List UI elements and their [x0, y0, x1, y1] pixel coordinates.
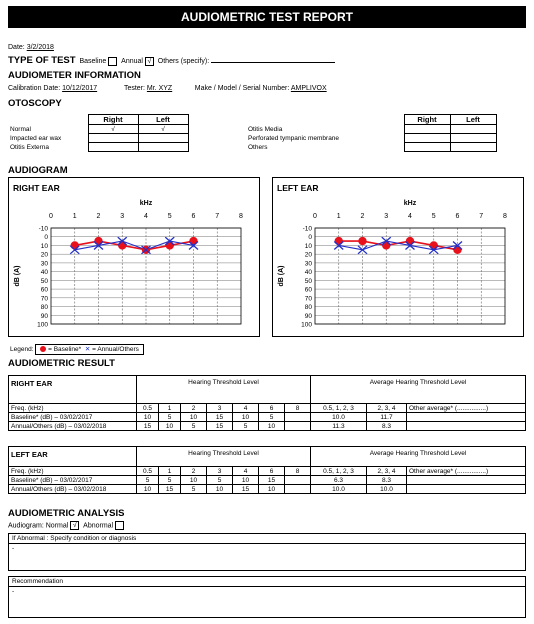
recommendation-value: - [12, 588, 15, 595]
x-tick-label: 6 [455, 213, 460, 220]
baseline-point [335, 237, 343, 245]
khz-label: kHz [403, 200, 417, 207]
y-tick-label: 70 [304, 295, 312, 303]
x-tick-label: 5 [431, 213, 436, 220]
x-tick-label: 3 [120, 213, 125, 220]
avg-cell: 11.7 [367, 413, 407, 422]
avg-head: 0.5, 1, 2, 3 [311, 467, 367, 476]
others-label: Others (specify): [157, 58, 210, 65]
row-label: Annual/Others (dB) – 03/02/2018 [9, 485, 137, 494]
analysis-heading: AUDIOMETRIC ANALYSIS [8, 508, 125, 519]
y-tick-label: 50 [304, 277, 312, 285]
report-title: AUDIOMETRIC TEST REPORT [8, 6, 526, 28]
x-tick-label: 7 [215, 213, 220, 220]
y-tick-label: -10 [302, 225, 312, 233]
freq-cell: 1 [159, 404, 181, 413]
freq-cell: 1 [159, 467, 181, 476]
x-tick-label: 2 [360, 213, 365, 220]
freq-cell: 4 [233, 467, 259, 476]
y-tick-label: 40 [40, 269, 48, 277]
row-label: Baseline* (dB) – 03/02/2017 [9, 413, 137, 422]
y-tick-label: 80 [304, 304, 312, 312]
make-value: AMPLIVOX [290, 85, 327, 92]
tester-value: Mr. XYZ [146, 85, 173, 92]
legend [10, 345, 144, 353]
freq-cell: 0.5 [137, 404, 159, 413]
annual-checkbox[interactable]: √ [145, 57, 154, 66]
x-tick-label: 2 [96, 213, 101, 220]
calibration-value: 10/12/2017 [62, 85, 98, 92]
x-tick-label: 7 [479, 213, 484, 220]
freq-cell: 8 [285, 404, 311, 413]
freq-cell: 3 [207, 404, 233, 413]
y-tick-label: 100 [37, 321, 48, 329]
baseline-checkbox[interactable] [108, 57, 117, 66]
y-tick-label: 60 [304, 286, 312, 294]
baseline-point [406, 237, 414, 245]
y-tick-label: 30 [304, 260, 312, 268]
value-cell: 10 [259, 485, 285, 494]
avg-cell: 10.0 [311, 413, 367, 422]
avg-cell: 8.3 [367, 476, 407, 485]
legend-label: Legend: [10, 346, 34, 353]
baseline-point [71, 241, 79, 249]
otoscopy-table-b [246, 114, 497, 152]
aht-header: Average Hearing Threshold Level [311, 447, 526, 467]
abnormal-checkbox[interactable] [115, 521, 124, 530]
freq-cell: 2 [181, 404, 207, 413]
recommendation-box[interactable] [8, 576, 526, 618]
oto-left-header: Left [450, 115, 496, 125]
htl-header: Hearing Threshold Level [137, 376, 311, 404]
avg-cell [407, 413, 526, 422]
db-axis-label: dB (A) [278, 265, 285, 287]
y-tick-label: 20 [304, 251, 312, 259]
value-cell: 15 [159, 485, 181, 494]
value-cell: 10 [233, 413, 259, 422]
abnormal-box-value: - [12, 545, 15, 552]
value-cell: 10 [181, 413, 207, 422]
oto-row-label: Perforated tympanic membrane [248, 134, 340, 142]
y-tick-label: 30 [40, 260, 48, 268]
value-cell: 5 [233, 422, 259, 431]
y-tick-label: 90 [40, 312, 48, 320]
others-field[interactable] [211, 62, 335, 63]
freq-cell: 3 [207, 467, 233, 476]
oto-row-label: Normal [10, 125, 31, 133]
avg-cell [407, 476, 526, 485]
value-cell: 5 [181, 485, 207, 494]
right-ear-title: RIGHT EAR [13, 183, 60, 193]
left-ear-chart [273, 178, 523, 336]
freq-cell: 2 [181, 467, 207, 476]
oto-left-header: Left [138, 115, 188, 125]
normal-label: Normal [45, 522, 69, 530]
normal-checkbox[interactable]: √ [70, 521, 79, 530]
khz-label: kHz [139, 200, 153, 207]
value-cell: 15 [137, 422, 159, 431]
value-cell: 5 [259, 413, 285, 422]
make-label: Make / Model / Serial Number: [194, 85, 290, 92]
oto-cell[interactable] [450, 143, 496, 152]
annual-label: Annual [121, 58, 143, 65]
avg-cell: 10.0 [367, 485, 407, 494]
x-tick-label: 8 [503, 213, 507, 220]
x-tick-label: 6 [191, 213, 196, 220]
value-cell: 15 [207, 422, 233, 431]
value-cell: 10 [159, 422, 181, 431]
avg-head: 2, 3, 4 [367, 404, 407, 413]
oto-row-label: Otitis Media [248, 125, 283, 133]
htl-header: Hearing Threshold Level [137, 447, 311, 467]
x-tick-label: 8 [239, 213, 243, 220]
blue-x-icon: ✕ [84, 346, 91, 353]
db-axis-label: dB (A) [14, 265, 21, 287]
date-value: 3/2/2018 [26, 44, 54, 51]
audiogram-result-row [8, 521, 124, 530]
baseline-label: Baseline [79, 58, 107, 65]
y-tick-label: 100 [301, 321, 312, 329]
baseline-point [118, 241, 126, 249]
value-cell: 5 [207, 476, 233, 485]
oto-cell[interactable]: √ [138, 125, 188, 134]
value-cell: 10 [259, 422, 285, 431]
freq-cell: 8 [285, 467, 311, 476]
x-tick-label: 1 [336, 213, 341, 220]
right-result-title: RIGHT EAR [9, 376, 137, 404]
row-label: Baseline* (dB) – 03/02/2017 [9, 476, 137, 485]
value-cell: 10 [233, 476, 259, 485]
value-cell: 5 [181, 422, 207, 431]
value-cell: 15 [207, 413, 233, 422]
oto-cell[interactable] [404, 125, 450, 134]
avg-cell [407, 422, 526, 431]
baseline-point [189, 237, 197, 245]
right-ear-chart [9, 178, 259, 336]
x-tick-label: 3 [384, 213, 389, 220]
left-ear-panel [272, 177, 524, 337]
y-tick-label: 60 [40, 286, 48, 294]
tester-label: Tester: [123, 85, 145, 92]
otoscopy-heading: OTOSCOPY [8, 98, 62, 109]
left-result-title: LEFT EAR [9, 447, 137, 467]
freq-label: Freq. (kHz) [9, 404, 137, 413]
baseline-point [430, 241, 438, 249]
right-ear-panel [8, 177, 260, 337]
x-tick-label: 4 [144, 213, 148, 220]
freq-cell: 4 [233, 404, 259, 413]
freq-cell: 6 [259, 404, 285, 413]
oto-right-header: Right [404, 115, 450, 125]
value-cell: 5 [159, 476, 181, 485]
left-result-table [8, 446, 526, 494]
legend-baseline: = Baseline* [48, 346, 82, 353]
audiometer-row [8, 85, 327, 92]
value-cell: 10 [207, 485, 233, 494]
legend-annual: = Annual/Others [92, 346, 139, 353]
oto-cell[interactable] [450, 125, 496, 134]
value-cell: 5 [137, 476, 159, 485]
y-tick-label: -10 [38, 225, 48, 233]
oto-cell[interactable] [88, 134, 138, 143]
left-ear-title: LEFT EAR [277, 183, 319, 193]
value-cell [285, 422, 311, 431]
baseline-point [94, 237, 102, 245]
y-tick-label: 40 [304, 269, 312, 277]
y-tick-label: 0 [44, 234, 48, 242]
abnormal-box[interactable] [8, 533, 526, 571]
date-row [8, 44, 54, 51]
oto-cell[interactable] [138, 143, 188, 152]
avg-head: 2, 3, 4 [367, 467, 407, 476]
type-of-test-row [8, 55, 335, 66]
avg-head: Other average* (................) [407, 404, 526, 413]
y-tick-label: 80 [40, 304, 48, 312]
avg-head: 0.5, 1, 2, 3 [311, 404, 367, 413]
avg-cell: 6.3 [311, 476, 367, 485]
value-cell [285, 413, 311, 422]
audiogram-heading: AUDIOGRAM [8, 165, 68, 176]
freq-cell: 0.5 [137, 467, 159, 476]
value-cell: 10 [137, 485, 159, 494]
oto-cell[interactable] [138, 134, 188, 143]
x-tick-label: 1 [72, 213, 77, 220]
value-cell: 15 [259, 476, 285, 485]
value-cell [285, 476, 311, 485]
baseline-point [453, 246, 461, 254]
y-tick-label: 50 [40, 277, 48, 285]
avg-cell [407, 485, 526, 494]
x-tick-label: 5 [167, 213, 172, 220]
baseline-point [382, 241, 390, 249]
y-tick-label: 10 [304, 242, 312, 250]
value-cell: 10 [181, 476, 207, 485]
value-cell [285, 485, 311, 494]
audiogram-result-label: Audiogram: [8, 522, 44, 530]
value-cell: 15 [233, 485, 259, 494]
x-tick-label: 0 [313, 213, 317, 220]
audiometer-heading: AUDIOMETER INFORMATION [8, 70, 141, 81]
avg-cell: 11.3 [311, 422, 367, 431]
oto-cell[interactable]: √ [88, 125, 138, 134]
x-tick-label: 4 [408, 213, 412, 220]
abnormal-box-label: If Abnormal : Specify condition or diagnosis [9, 534, 525, 544]
avg-cell: 8.3 [367, 422, 407, 431]
y-tick-label: 10 [40, 242, 48, 250]
date-label: Date: [8, 44, 25, 51]
baseline-point [166, 241, 174, 249]
avg-head: Other average* (................) [407, 467, 526, 476]
aht-header: Average Hearing Threshold Level [311, 376, 526, 404]
oto-cell[interactable] [404, 134, 450, 143]
otoscopy-table-a [8, 114, 189, 152]
recommendation-label: Recommendation [9, 577, 525, 587]
y-tick-label: 20 [40, 251, 48, 259]
oto-cell[interactable] [88, 143, 138, 152]
oto-right-header: Right [88, 115, 138, 125]
oto-row-label: Otitis Externa [10, 143, 50, 151]
oto-cell[interactable] [404, 143, 450, 152]
y-tick-label: 0 [308, 234, 312, 242]
freq-label: Freq. (kHz) [9, 467, 137, 476]
y-tick-label: 90 [304, 312, 312, 320]
abnormal-label: Abnormal [83, 522, 114, 530]
x-tick-label: 0 [49, 213, 53, 220]
baseline-point [358, 237, 366, 245]
right-result-table [8, 375, 526, 431]
freq-cell: 6 [259, 467, 285, 476]
type-of-test-label: TYPE OF TEST [8, 55, 76, 66]
oto-row-label: Others [248, 143, 268, 151]
value-cell: 5 [159, 413, 181, 422]
value-cell: 10 [137, 413, 159, 422]
avg-cell: 10.0 [311, 485, 367, 494]
red-dot-icon [40, 346, 46, 352]
calibration-label: Calibration Date: [8, 85, 61, 92]
oto-cell[interactable] [450, 134, 496, 143]
result-heading: AUDIOMETRIC RESULT [8, 358, 115, 369]
row-label: Annual/Others (dB) – 03/02/2018 [9, 422, 137, 431]
y-tick-label: 70 [40, 295, 48, 303]
oto-row-label: Impacted ear wax [10, 134, 62, 142]
